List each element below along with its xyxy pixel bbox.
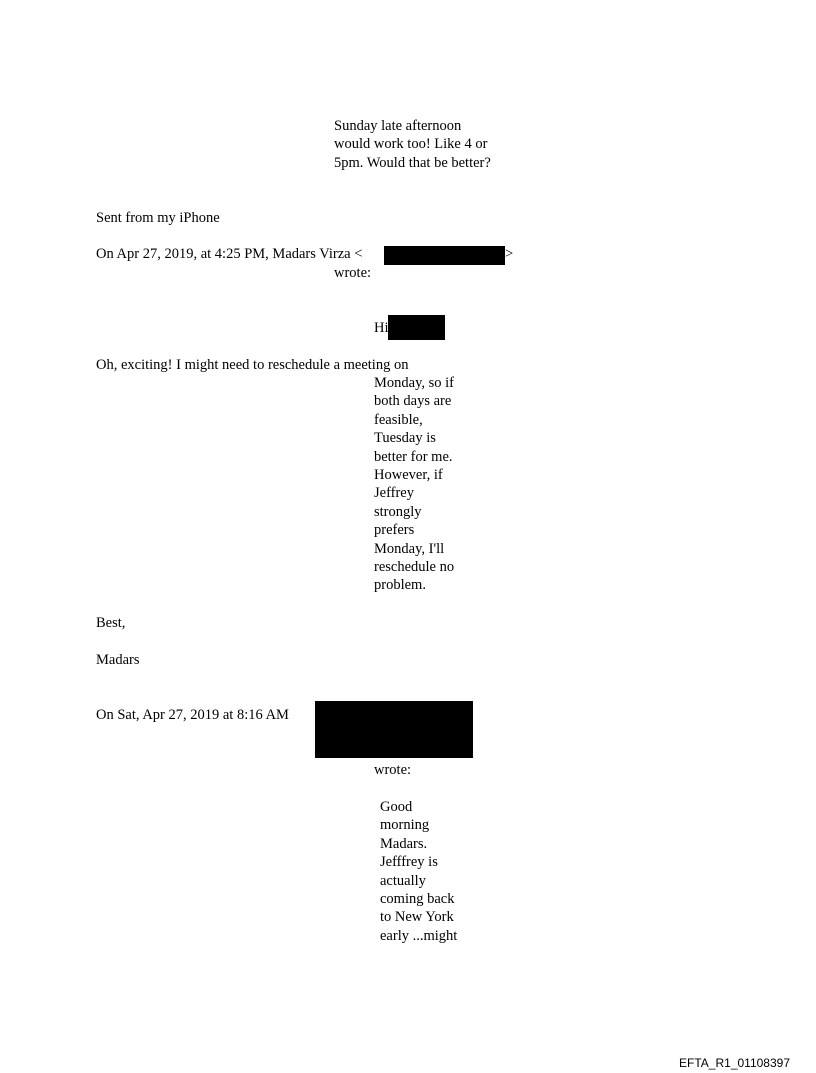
reply-body: Sunday late afternoon would work too! Like 4 or 5pm. Would that be better?	[334, 118, 491, 171]
quoted-message-body: Good morning Madars. Jefffrey is actually coming back to New York early ...might	[380, 799, 458, 944]
message-first-line: Oh, exciting! I might need to reschedule a meeting on	[96, 357, 409, 373]
sent-from-signature: Sent from my iPhone	[96, 210, 220, 226]
document-id: EFTA_R1_01108397	[679, 1056, 790, 1070]
redaction-email-1	[384, 246, 505, 265]
redaction-name	[388, 315, 445, 340]
message-sender-name: Madars	[96, 652, 140, 668]
greeting: Hi	[374, 320, 389, 336]
message-closing: Best,	[96, 615, 126, 631]
quote-header-2-text: On Sat, Apr 27, 2019 at 8:16 AM	[96, 707, 289, 723]
quote-header-1-prefix: On Apr 27, 2019, at 4:25 PM, Madars Virza <	[96, 246, 363, 262]
quote-header-2-wrote: wrote:	[374, 762, 412, 778]
message-body: Monday, so if both days are feasible, Tuesday is better for me. However, if Jeffrey strongly prefers Monday, I'll reschedule no problem.	[374, 375, 455, 594]
quote-header-1-wrote: wrote:	[334, 265, 372, 281]
redaction-email-2	[315, 701, 473, 758]
quote-header-1-suffix: >	[505, 246, 514, 262]
